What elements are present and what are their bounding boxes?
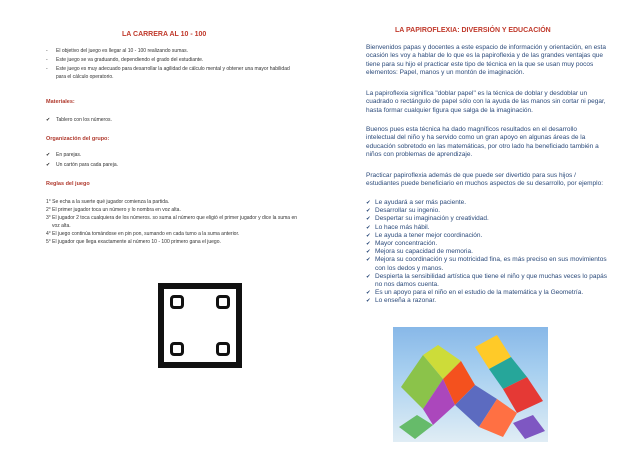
benefit-item: ✔ Mayor concentración. <box>366 240 611 248</box>
organization-item: ✔ Un cartón para cada pareja. <box>46 161 296 169</box>
corner-box <box>216 295 230 309</box>
materials-list <box>46 116 296 124</box>
benefit-item: ✔ Mejora su capacidad de memoria. <box>366 248 611 256</box>
intro-item: - Este juego se va graduando, dependiendo el grado del estudiante. <box>46 56 301 64</box>
rules-heading: Reglas del juego <box>46 181 90 187</box>
left-title: LA CARRERA AL 10 - 100 <box>122 31 207 38</box>
intro-item: - El objetivo del juego es llegar al 10 - 100 realizando sumas. <box>46 47 301 55</box>
organization-list <box>46 151 296 169</box>
corner-box <box>216 342 230 356</box>
benefit-item: ✔ Despertar su imaginación y creatividad. <box>366 215 611 223</box>
benefit-item: ✔ Le ayuda a tener mejor coordinación. <box>366 232 611 240</box>
benefit-item: ✔ Le ayudará a ser más paciente. <box>366 199 611 207</box>
benefit-item: ✔ Es un apoyo para el niño en el estudio de la matemática y la Geometría. <box>366 289 611 297</box>
rules-list <box>46 198 301 246</box>
organization-heading: Organización del grupo: <box>46 136 110 142</box>
right-title: LA PAPIROFLEXIA: DIVERSIÓN Y EDUCACIÓN <box>395 27 551 34</box>
game-board-square <box>158 283 242 368</box>
rule-item: 4° El juego continúa tomándose en pin pon, sumando en cada turno a la suma anterior. <box>46 231 240 237</box>
materials-item: ✔ Tablero con los números. <box>46 116 296 124</box>
rule-item: 2° El primer jugador toca un número y lo nombra en voz alta. <box>46 207 181 213</box>
intro-list <box>46 47 301 82</box>
practice-paragraph: Practicar papiroflexia además de que puede ser divertido para sus hijos / estudiantes puede beneficiario en muchos aspectos de su desarrollo, por ejemplo: <box>366 172 604 188</box>
rule-item: 3° El jugador 2 toca cualquiera de los números. so suma al número que eligió el primer jugador y dice la suma en voz alta. <box>46 215 298 229</box>
corner-box <box>170 342 184 356</box>
origami-shapes <box>393 327 548 442</box>
benefits-paragraph: Buenos pues esta técnica ha dado magníficos resultados en el desarrollo intelectual del niño y ha servido como un gran apoyo en algunas áreas de la educación sobretodo en las matemáticas, por otro lado ha beneficiado también a niños con problemas de aprendizaje. <box>366 126 599 159</box>
benefit-item: ✔ Desarrollar su ingenio. <box>366 207 611 215</box>
left-page <box>0 0 315 452</box>
benefits-list <box>366 199 611 306</box>
benefit-item: ✔ Lo enseña a razonar. <box>366 297 611 305</box>
intro-item: - Este juego es muy adecuado para desarrollar la agilidad de cálculo mental y obtener una mayor habilidad para el cálculo operatorio. <box>46 65 301 81</box>
origami-photo <box>393 327 548 442</box>
rule-item: 1° Se echa a la suerte qué jugador comienza la partida. <box>46 199 170 205</box>
definition-paragraph: La papiroflexia significa "doblar papel" es la técnica de doblar y desdoblar un cuadrado o rectángulo de papel sólo con la ayuda de las manos sin cortar ni pegar, hasta formar cualquier figura que salga de la imaginación. <box>366 90 606 114</box>
intro-paragraph: Bienvenidos papas y docentes a este espacio de información y orientación, en esta ocasión les voy a hablar de lo que es la papiroflexia y de las grandes ventajas que tiene para su hijo el practicar este tipo de técnica en la que se usan muy pocos elementos: Papel, manos y un montón de imaginación. <box>366 44 606 77</box>
materials-heading: Materiales: <box>46 99 75 105</box>
corner-box <box>170 295 184 309</box>
organization-item: ✔ En parejas. <box>46 151 296 159</box>
benefit-item: ✔ Mejora su coordinación y su motricidad fina, es más preciso en sus movimientos con los dedos y manos. <box>366 256 611 272</box>
benefit-item: ✔ Lo hace más hábil. <box>366 224 611 232</box>
rule-item: 5° El jugador que llega exactamente al número 10 - 100 primero gana el juego. <box>46 239 221 245</box>
benefit-item: ✔ Despierta la sensibilidad artística que tiene el niño y que muchas veces lo papás no nos damos cuenta. <box>366 273 611 289</box>
